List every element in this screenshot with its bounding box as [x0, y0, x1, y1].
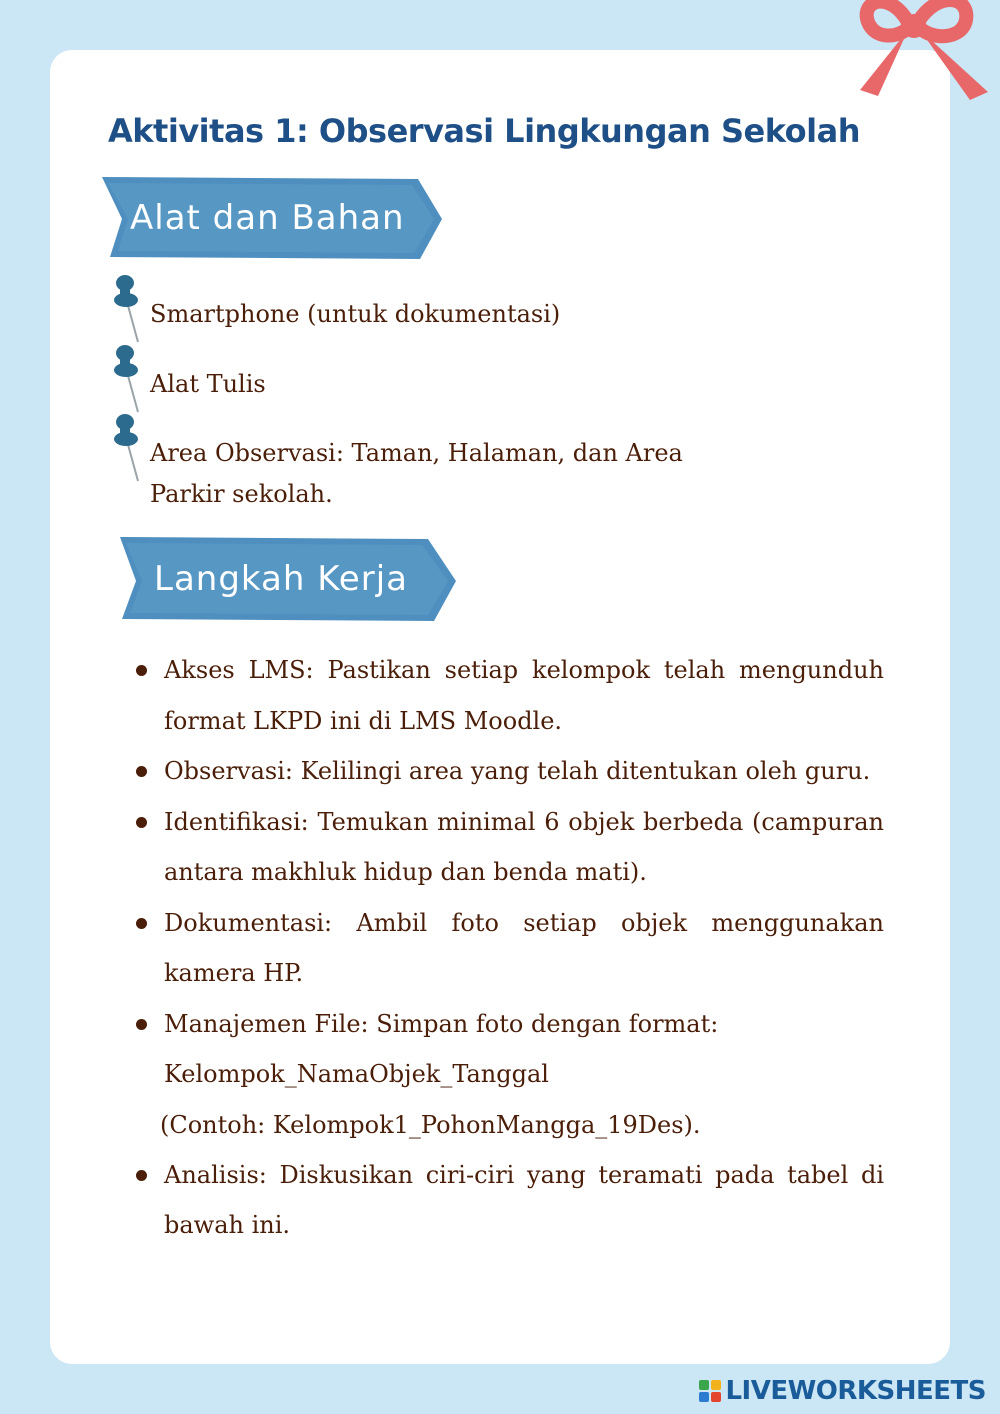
- material-item-text: Area Observasi: Taman, Halaman, dan Area Parkir sekolah.: [150, 439, 683, 508]
- step-text: Observasi: Kelilingi area yang telah ditentukan oleh guru.: [164, 757, 871, 785]
- list-item: [130, 999, 884, 1100]
- bow-icon: [820, 0, 1000, 120]
- material-item-text: Alat Tulis: [150, 370, 266, 398]
- steps-heading: Langkah Kerja: [154, 559, 408, 599]
- steps-banner: [116, 535, 461, 623]
- bullet-icon: [136, 766, 147, 777]
- bullet-icon: [136, 1019, 147, 1030]
- filename-example: (Contoh: Kelompok1_PohonMangga_19Des).: [160, 1110, 701, 1139]
- bullet-icon: [136, 817, 147, 828]
- material-item-text: Smartphone (untuk dokumentasi): [150, 300, 561, 328]
- step-text: Identifikasi: Temukan minimal 6 objek berbeda (campuran antara makhluk hidup dan benda mati).: [164, 807, 884, 886]
- step-text: Akses LMS: Pastikan setiap kelompok telah mengunduh format LKPD ini di LMS Moodle.: [164, 656, 884, 735]
- materials-banner: [100, 175, 445, 261]
- liveworksheets-brand[interactable]: [699, 1376, 986, 1406]
- material-item: [112, 342, 750, 414]
- liveworksheets-logo-icon: [699, 1380, 721, 1402]
- step-text: Dokumentasi: Ambil foto setiap objek menggunakan kamera HP.: [164, 908, 884, 987]
- list-item: [130, 645, 884, 746]
- material-item: [112, 411, 750, 515]
- list-item: [130, 797, 884, 898]
- steps-list: [130, 645, 884, 1251]
- list-item: [130, 746, 884, 797]
- pushpin-icon: [112, 342, 140, 414]
- brand-name: LIVEWORKSHEETS: [725, 1376, 986, 1406]
- bullet-icon: [136, 1170, 147, 1181]
- step-text: Manajemen File: Simpan foto dengan format: Kelompok_NamaObjek_Tanggal: [164, 1009, 719, 1088]
- page-title: Aktivitas 1: Observasi Lingkungan Sekolah: [108, 112, 860, 150]
- material-item: [112, 272, 750, 344]
- bullet-icon: [136, 918, 147, 929]
- pushpin-icon: [112, 272, 140, 344]
- step-text: Analisis: Diskusikan ciri-ciri yang teramati pada tabel di bawah ini.: [164, 1160, 884, 1239]
- materials-heading: Alat dan Bahan: [130, 198, 405, 238]
- list-item: [130, 1150, 884, 1251]
- pushpin-icon: [112, 411, 140, 483]
- bullet-icon: [136, 665, 147, 676]
- list-item: [130, 898, 884, 999]
